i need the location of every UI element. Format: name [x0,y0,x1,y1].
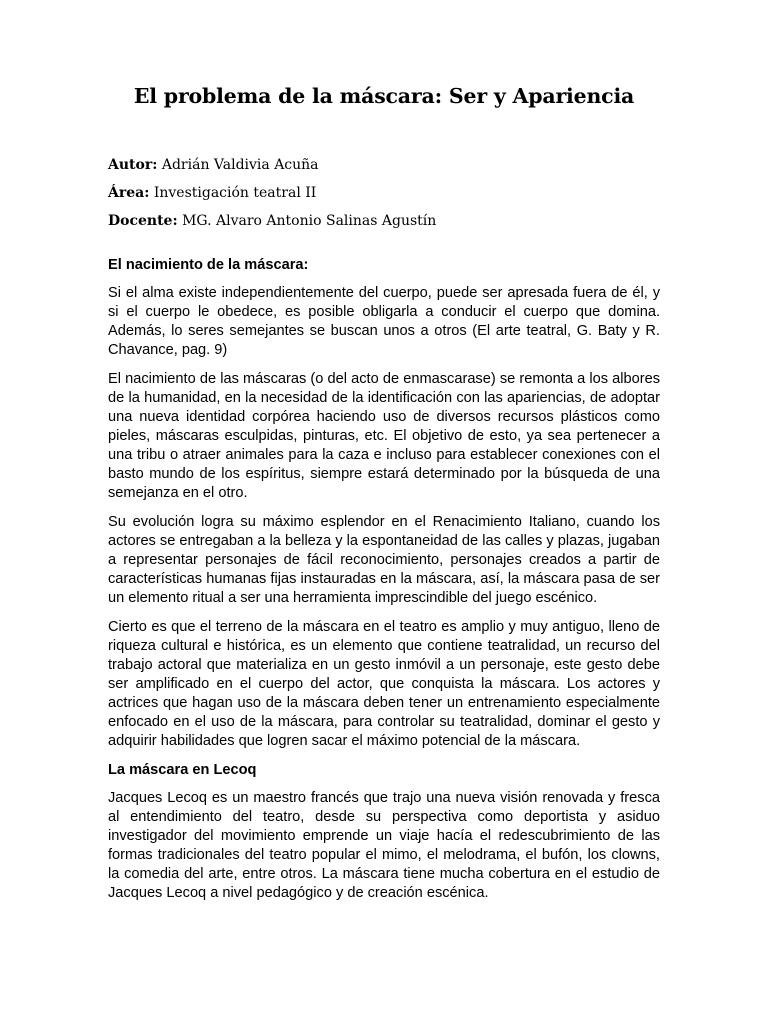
meta-teacher: Docente: MG. Alvaro Antonio Salinas Agustín [108,213,437,229]
paragraph: Si el alma existe independientemente del cuerpo, puede ser apresada fuera de él, y si el cuerpo le obedece, es posible obligarla a conducir el cuerpo que domina. Además, lo seres semejantes se buscan unos a otros (El arte teatral, G. Baty y R. Chavance, pag. 9) [108,285,660,358]
meta-area-label: Área [108,185,145,201]
meta-author-value: Adrián Valdivia Acuña [161,157,319,173]
section-heading-lecoq: La máscara en Lecoq [108,762,257,778]
document-title: El problema de la máscara: Ser y Apariencia [133,84,635,108]
paragraph: Jacques Lecoq es un maestro francés que trajo una nueva visión renovada y fresca al entendimiento del teatro, desde su perspectiva como deportista y asiduo investigador del movimiento emprende un viaje hacía el redescubrimiento de las formas tradicionales del teatro popular el mimo, el melodrama, el bufón, los clowns, la comedia del arte, entre otros. La máscara tiene mucha cobertura en el estudio de Jacques Lecoq a nivel pedagógico y de creación escénica. [108,790,660,901]
meta-author: Autor: Adrián Valdivia Acuña [108,157,319,173]
meta-area-value: Investigación teatral II [153,185,317,201]
meta-teacher-value: MG. Alvaro Antonio Salinas Agustín [182,213,437,229]
metadata-block [108,156,660,231]
paragraph: Cierto es que el terreno de la máscara en el teatro es amplio y muy antiguo, lleno de riqueza cultural e histórica, es un elemento que contiene teatralidad, un recurso del trabajo actoral que materializa en un gesto inmóvil a un personaje, este gesto debe ser amplificado en el cuerpo del actor, que conquista la máscara. Los actores y actrices que hagan uso de la máscara deben tener un entrenamiento especialmente enfocado en el uso de la máscara, para controlar su teatralidad, dominar el gesto y adquirir habilidades que logren sacar el máximo potencial de la máscara. [108,619,660,749]
paragraph: Su evolución logra su máximo esplendor en el Renacimiento Italiano, cuando los actores se entregaban a la belleza y la espontaneidad de las calles y plazas, jugaban a representar personajes de fácil reconocimiento, personajes creados a partir de características humanas fijas instauradas en la máscara, así, la máscara pasa de ser un elemento ritual a ser una herramienta imprescindible del juego escénico. [108,514,660,606]
meta-author-label: Autor [108,157,153,173]
paragraph: El nacimiento de las máscaras (o del acto de enmascarase) se remonta a los albores de la humanidad, en la necesidad de la identificación con las apariencias, de adoptar una nueva identidad corpórea haciendo uso de diversos recursos plásticos como pieles, máscaras esculpidas, pinturas, etc. El objetivo de esto, ya sea pertenecer a una tribu o atraer animales para la caza e incluso para establecer conexiones con el basto mundo de los espíritus, siempre estará determinado por la búsqueda de una semejanza en el otro. [108,371,660,501]
section-heading-nacimiento: El nacimiento de la máscara: [108,257,309,273]
meta-teacher-label: Docente [108,213,173,229]
meta-area: Área: Investigación teatral II [108,185,317,201]
